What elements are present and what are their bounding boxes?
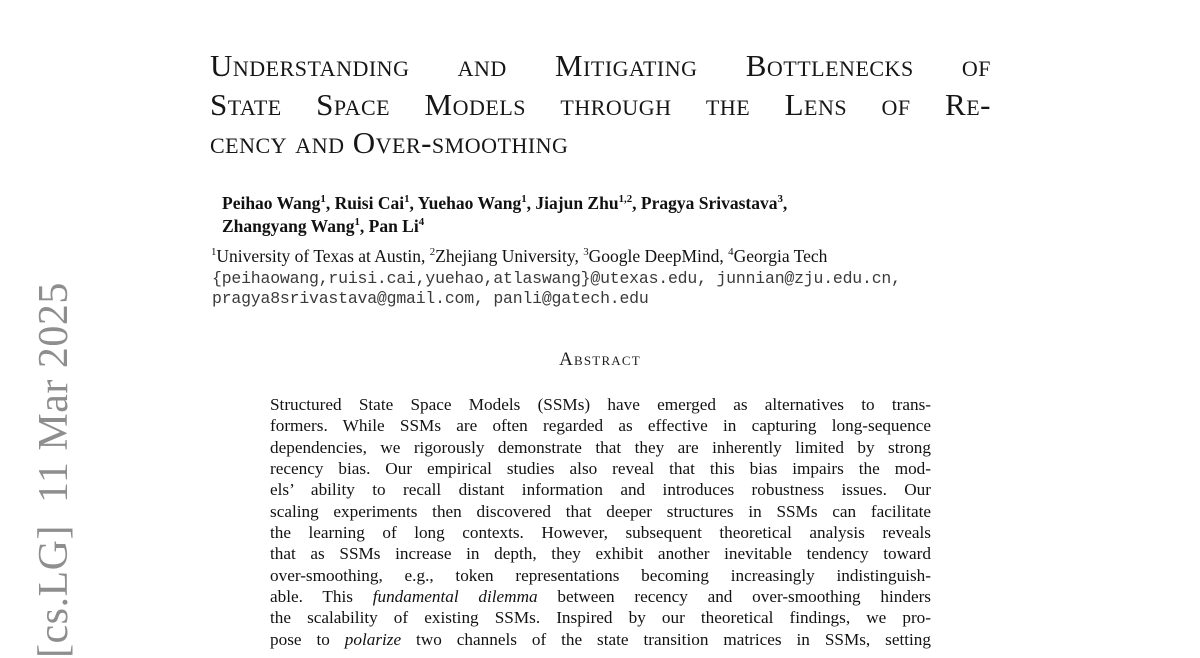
affiliation-list: $^1$University of Texas at Austin, $^2$Zhejiang University, $^3$Google DeepMind, $^4$Georgia Tech	[211, 246, 828, 266]
author-list: Peihao Wang$^1$, Ruisi Cai$^1$, Yuehao Wang$^1$, Jiajun Zhu$^{1,2}$, Pragya Srivastava$^3$, Zhangyang Wang$^1$, Pan Li$^4$	[222, 193, 788, 236]
author-emails: {peihaowang,ruisi.cai,yuehao,atlaswang}@utexas.edu, junnian@zju.edu.cn, pragya8srivastava@gmail.com, panli@gatech.edu	[212, 269, 901, 308]
arxiv-watermark: [cs.LG] 11 Mar 2025	[31, 282, 77, 658]
paper-title: Understanding and Mitigating Bottlenecks of State Space Models through the Lens of Re- cency and Over-smoothing	[210, 48, 991, 160]
abstract-text: Structured State Space Models (SSMs) have emerged as alternatives to trans- formers. While SSMs are often regarded as effective in capturing long-sequence dependencies, we rigorously demonstrate that they are inherently limited by strong recency bias. Our empirical studies also reveal that this bias impairs the mod- els’ ability to recall distant information and introduces robustness issues. Our scaling experiments then discovered that deeper structures in SSMs can facilitate the learning of long contexts. However, subsequent theoretical analysis reveals that as SSMs increase in depth, they exhibit another inevitable tendency toward over-smoothing, e.g., token representations becoming increasingly indistinguish- able. This fundamental dilemma between recency and over-smoothing hinders the scalability of existing SSMs. Inspired by our theoretical findings, we pro- pose to polarize two channels of the state transition matrices in SSMs, setting	[270, 395, 931, 649]
abstract-heading: Abstract	[559, 349, 641, 370]
